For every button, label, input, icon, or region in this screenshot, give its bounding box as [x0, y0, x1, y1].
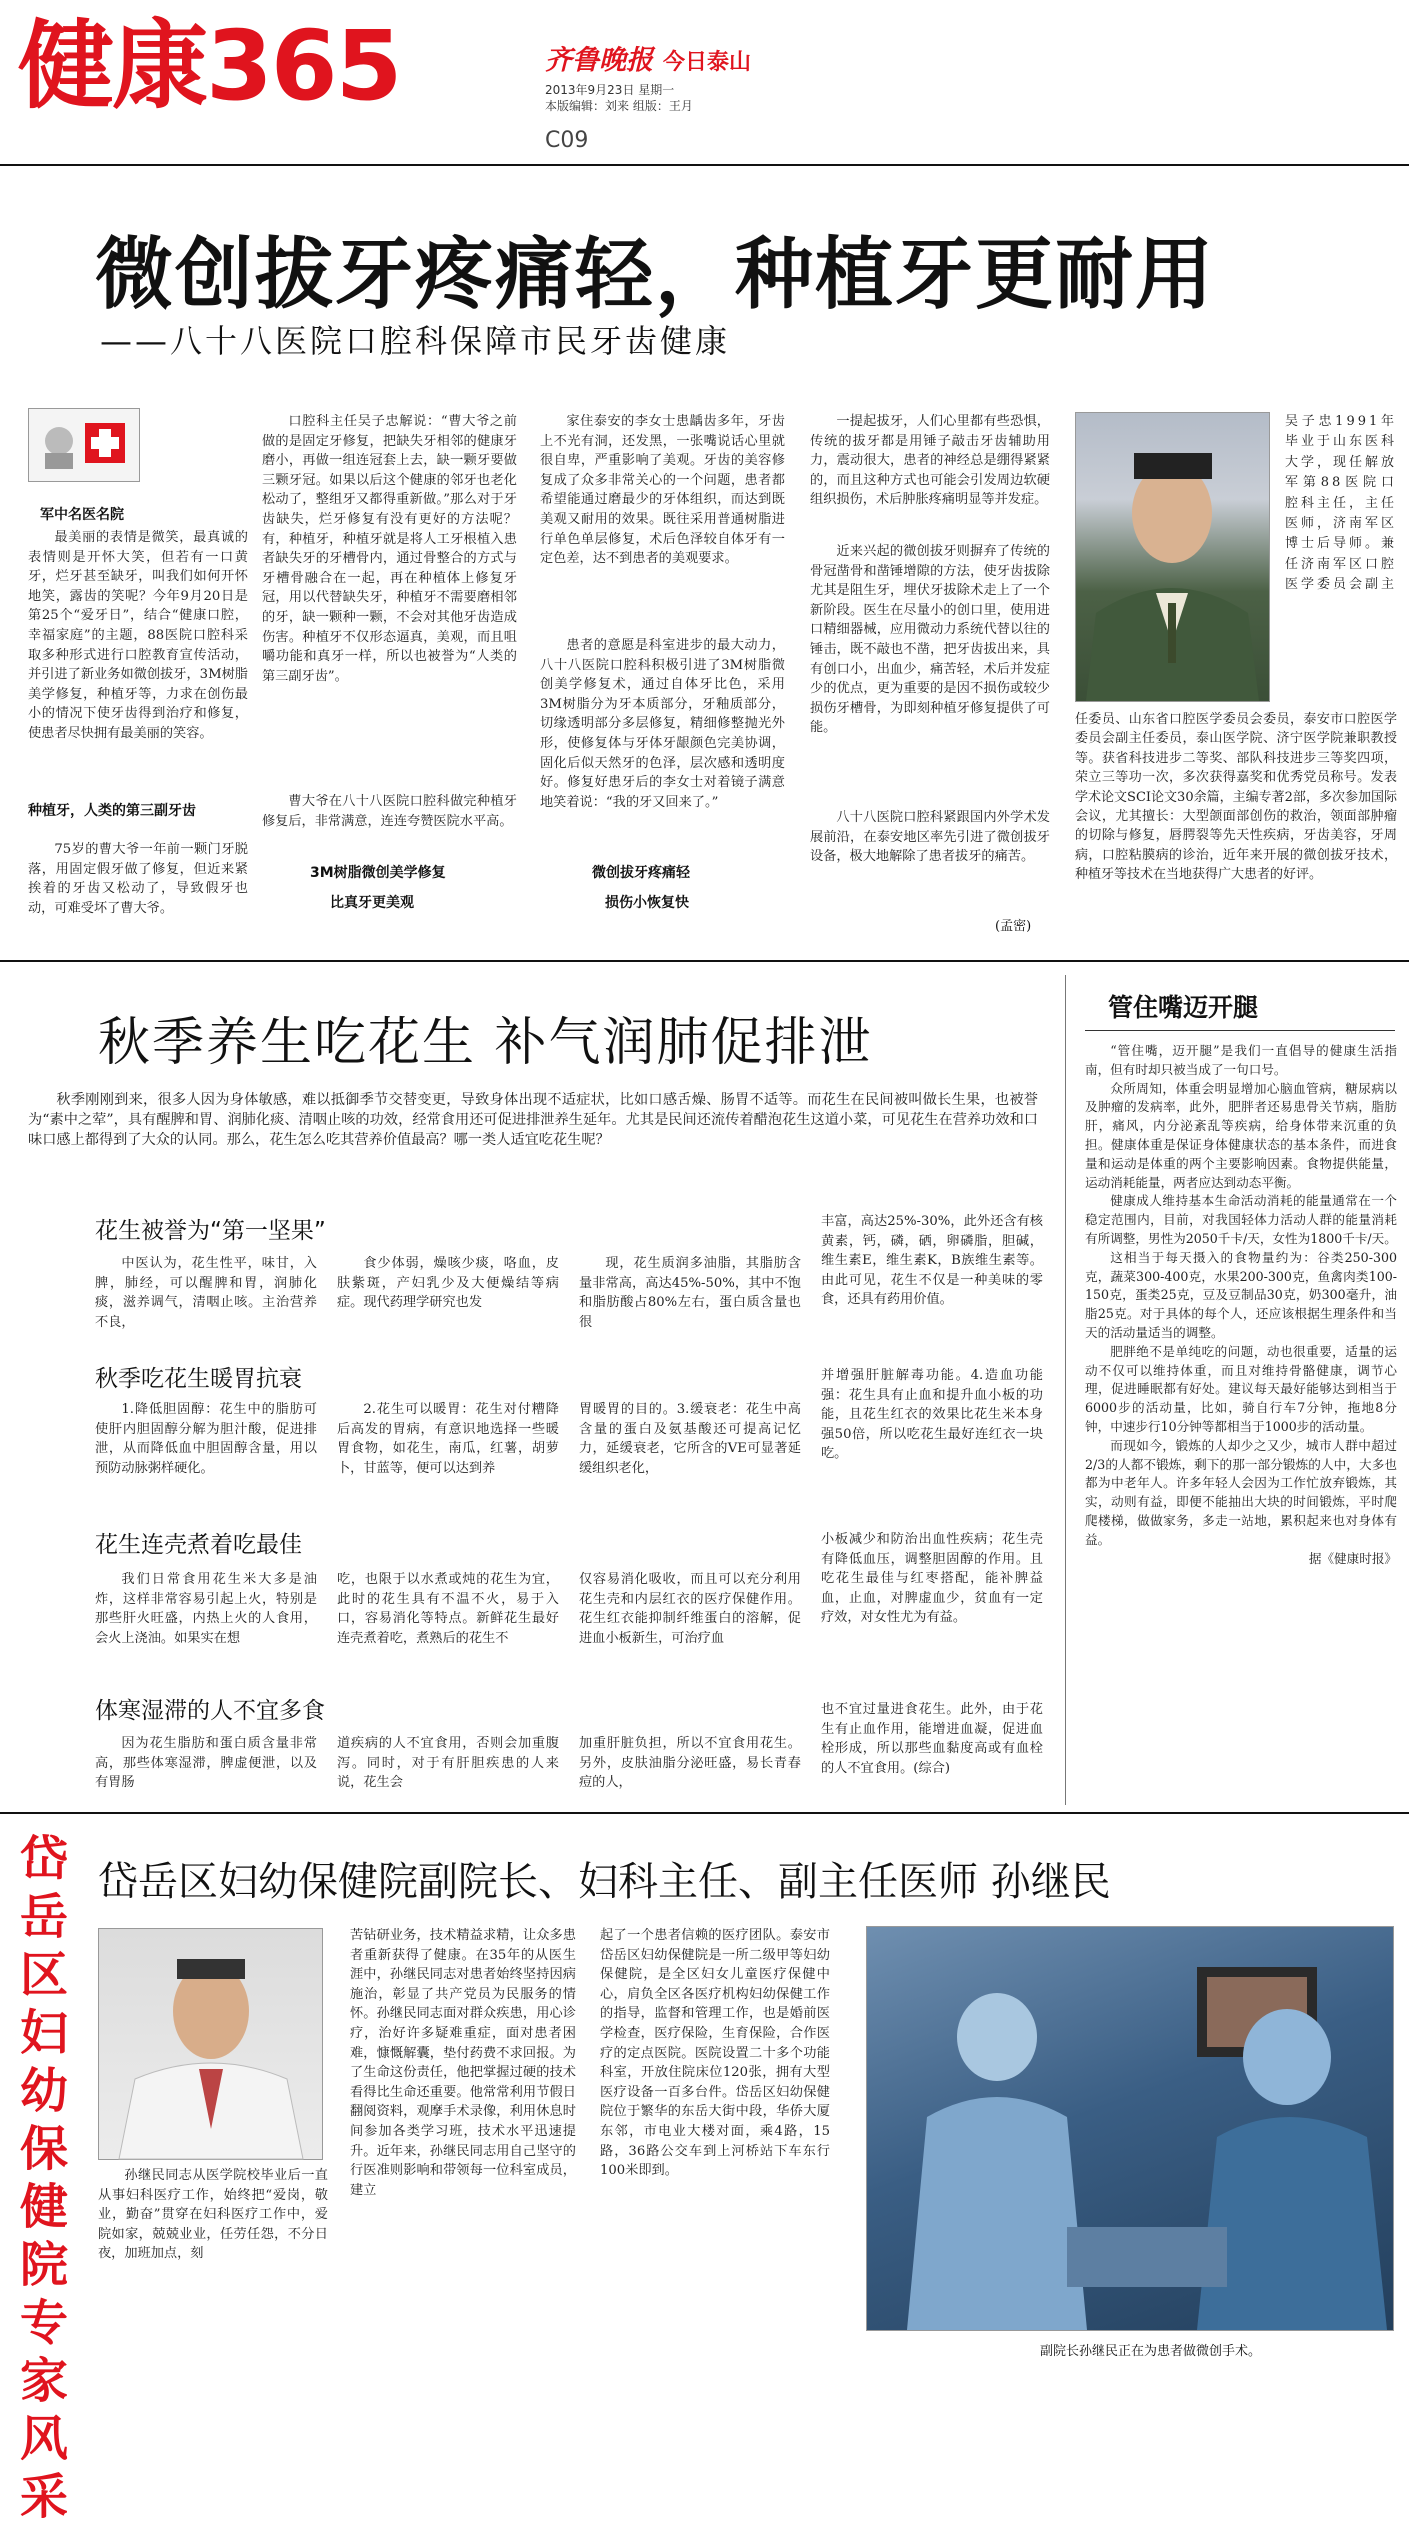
article1-byline: (孟密)	[995, 919, 1032, 934]
section-title: 健康365	[18, 10, 401, 122]
sidebar-divider	[1065, 975, 1066, 1805]
section2-col2: 2.花生可以暖胃：花生对付糟降后高发的胃病，有意识地选择一些暖胃食物，如花生，南瓜，红薯，胡萝卜，甘蓝等，便可以达到养	[337, 1402, 559, 1476]
section4-col3: 加重肝脏负担，所以不宜食用花生。另外，皮肤油脂分泌旺盛，易长青春痘的人，	[579, 1736, 801, 1791]
article1-col3: 家住泰安的李女士患龋齿多年，牙齿上不光有洞，还发黑，一张嘴说话心里就很自卑，严重影响了美观。牙齿的美容修复成了众多非常关心的一个问题，患者都希望能通过磨最少的牙体组织，而达到既美观又耐用的效果。既往采用普通树脂进行单色单层修复，术后色泽较自体牙有一定色差，达不到患者的美观要求。	[540, 414, 785, 567]
military-logo	[28, 408, 140, 482]
sidebar-rule	[1085, 1030, 1395, 1031]
article1-col2-sub2: 比真牙更美观	[330, 895, 414, 911]
surgery-photo-caption: 副院长孙继民正在为患者做微创手术。	[1040, 2344, 1262, 2359]
surgery-photo	[866, 1926, 1394, 2331]
editors: 本版编辑：刘来 组版：王月	[545, 99, 693, 113]
article1-col4c: 八十八医院口腔科紧跟国内外学术发展前沿，在泰安地区率先引进了微创拔牙设备，极大地解除了患者拔牙的痛苦。	[810, 810, 1050, 865]
paper-logo	[545, 38, 751, 77]
section1-col3: 现，花生质润多油脂，其脂肪含量非常高，高达45%-50%，其中不饱和脂肪酸占80%左右，蛋白质含量也很	[579, 1256, 801, 1330]
article1-subhead: ——八十八医院口腔科保障市民牙齿健康	[100, 322, 731, 360]
sun-portrait	[98, 1928, 323, 2160]
article1-headline: 微创拔牙疼痛轻，种植牙更耐用	[95, 230, 1216, 320]
section1-title: 花生被誉为“第一坚果”	[95, 1218, 326, 1244]
sidebar-source: 据《健康时报》	[1308, 1550, 1397, 1566]
page-number: C09	[545, 128, 589, 153]
section3-title: 花生连壳煮着吃最佳	[95, 1532, 302, 1558]
section1-col2: 食少体弱，燥咳少痰，咯血，皮肤紫斑，产妇乳少及大便燥结等病症。现代药理学研究也发	[337, 1256, 559, 1311]
vertical-label: 岱岳区妇幼保健院专家风采	[19, 1831, 68, 2525]
article1-col1-subhead: 种植牙，人类的第三副牙齿	[28, 803, 196, 819]
article1-col3b: 患者的意愿是科室进步的最大动力，八十八医院口腔科积极引进了3M树脂微创美学修复术，通过自体牙比色，采用3M树脂分为牙本质部分，牙釉质部分，切缘透明部分多层修复，精细修整抛光外形，使修复体与牙体牙龈颜色完美协调，固化后似天然牙的色泽，层次感和透明度好。修复好患牙后的李女士对着镜子满意地笑着说：“我的牙又回来了。”	[540, 638, 785, 810]
doctor-portrait	[1075, 412, 1270, 702]
issue-date: 2013年9月23日 星期一	[545, 83, 675, 97]
section1-col4: 丰富，高达25%-30%，此外还含有核黄素，钙，磷，硒，卵磷脂，胆碱，维生素E，维生素K，B族维生素等。由此可见，花生不仅是一种美味的零食，还具有药用价值。	[821, 1214, 1043, 1308]
section3-col4: 小板减少和防治出血性疾病；花生壳有降低血压，调整胆固醇的作用。且吃花生最佳与红枣搭配，能补脾益血，止血，对脾虚血少，贫血有一定疗效，对女性尤为有益。	[821, 1532, 1043, 1626]
section2-title: 秋季吃花生暖胃抗衰	[95, 1366, 302, 1392]
article1-col3-sub2: 损伤小恢复快	[605, 895, 689, 911]
article2-divider	[0, 1812, 1409, 1814]
section3-col2: 吃，也限于以水煮或炖的花生为宜，此时的花生具有不温不火，易于入口，容易消化等特点。新鲜花生最好连壳煮着吃，煮熟后的花生不	[337, 1572, 559, 1646]
masthead-divider	[0, 164, 1409, 166]
article1-col2-sub1: 3M树脂微创美学修复	[310, 865, 446, 881]
edition-name: 今日泰山	[663, 50, 752, 75]
issue-meta	[545, 82, 693, 114]
sidebar-body: “管住嘴，迈开腿”是我们一直倡导的健康生活指南，但有时却只被当成了一句口号。 众所周知，体重会明显增加心脑血管病，糖尿病以及肿瘤的发病率，此外，肥胖者还易患骨关节病，脂肪肝，痛风，内分泌紊乱等疾病，给身体带来沉重的负担。健康体重是保证身体健康状态的基本条件，而进食量和运动是体重的两个主要影响因素。食物提供能量，运动消耗能量，两者应达到动态平衡。 健康成人维持基本生命活动消耗的能量通常在一个稳定范围内，目前，对我国轻体力活动人群的能量消耗有所调整，男性为2050千卡/天，女性为1800千卡/天。 这相当于每天摄入的食物量约为：谷类250-300克，蔬菜300-400克，水果200-300克，鱼禽肉类100-150克，蛋类25克，豆及豆制品30克，奶300毫升，油脂25克。对于具体的每个人，还应该根据生理条件和当天的活动量适当的调整。 肥胖绝不是单纯吃的问题，动也很重要，适量的运动不仅可以维持体重，而且对维持骨骼健康，调节心理，促进睡眠都有好处。建议每天最好能够达到相当于6000步的活动量，比如，骑自行车7分钟，拖地8分钟，中速步行10分钟等都相当于1000步的活动量。 而现如今，锻炼的人却少之又少，城市人群中超过2/3的人都不锻炼，剩下的那一部分锻炼的人中，大多也都为中老年人。许多年轻人会因为工作忙放弃锻炼，其实，动则有益，即便不能抽出大块的时间锻炼，平时爬爬楼梯，做做家务，多走一站地，累积起来也对身体有益。 据《健康时报》	[1085, 1042, 1397, 1792]
section3-col1: 我们日常食用花生米大多是油炸，这样非常容易引起上火，特别是那些肝火旺盛，内热上火的人食用，会火上浇油。如果实在想	[95, 1572, 317, 1646]
red-cross-icon	[29, 409, 139, 481]
bio-intro: 吴子忠1991年毕业于山东医科大学，现任解放军第88医院口腔科主任，主任医师，济南军区博士后导师。兼任济南军区口腔医学委员会副主	[1285, 414, 1398, 593]
doctor-silhouette-icon	[1076, 413, 1269, 701]
article1-divider	[0, 960, 1409, 962]
article3-col1: 孙继民同志从医学院校毕业后一直从事妇科医疗工作，始终把“爱岗，敬业，勤奋”贯穿在妇科医疗工作中，爱院如家，兢兢业业，任劳任怨，不分日夜，加班加点，刻	[98, 2168, 328, 2262]
article3-headline: 岱岳区妇幼保健院副院长、妇科主任、副主任医师 孙继民	[98, 1859, 1111, 1905]
article1-col1: 最美丽的表情是微笑，最真诚的表情则是开怀大笑，但若有一口黄牙，烂牙甚至缺牙，叫我们如何开怀地笑，露齿的笑呢？今年9月20日是第25个“爱牙日”，结合“健康口腔，幸福家庭”的主题，88医院口腔科采取多种形式进行口腔教育宣传活动，并引进了新业务如微创拔牙，3M树脂美学修复，种植牙等，力求在创伤最小的情况下使牙齿得到治疗和修复，使患者尽快拥有最美丽的笑容。	[28, 530, 248, 741]
article3-col3: 起了一个患者信赖的医疗团队。泰安市岱岳区妇幼保健院是一所二级甲等妇幼保健院，是全区妇女儿童医疗保健中心，肩负全区各医疗机构妇幼保健工作的指导，监督和管理工作，也是婚前医学检查，医疗保险，生育保险，合作医疗的定点医院。医院设置二十多个功能科室，开放住院床位120张，拥有大型医疗设备一百多台件。岱岳区妇幼保健院位于繁华的东岳大街中段，华侨大厦东邻，市电业大楼对面，乘4路，15路，36路公交车到上河桥站下车东行100米即到。	[600, 1928, 830, 2179]
bio-rest: 任委员、山东省口腔医学委员会委员，泰安市口腔医学委员会副主任委员，泰山医学院、济宁医学院兼职教授等。获省科技进步二等奖、部队科技进步三等奖四项，荣立三等功一次，多次获得嘉奖和优秀党员称号。发表学术论文SCI论文30余篇，主编专著2部，多次参加国际会议，尤其擅长：大型颌面部创伤的救治，领面部肿瘤的切除与修复，唇腭裂等先天性疾病，牙齿美容，牙周病，口腔粘膜病的诊治，近年来开展的微创拔牙技术，种植牙等技术在当地获得广大患者的好评。	[1075, 712, 1397, 883]
section4-col1: 因为花生脂肪和蛋白质含量非常高，那些体寒湿滞，脾虚便泄，以及有胃肠	[95, 1736, 317, 1791]
article2-intro: 秋季刚刚到来，很多人因为身体敏感，难以抵御季节交替变更，导致身体出现不适症状，比如口感舌燥、肠胃不适等。而花生在民间被叫做长生果，也被誉为“素中之荤”，具有醒脾和胃、润肺化痰、清咽止咳的功效，经常食用还可促进排泄养生延年。尤其是民间还流传着醋泡花生这道小菜，可见花生在营养功效和口味口感上都得到了大众的认同。那么，花生怎么吃其营养价值最高？哪一类人适宜吃花生呢？	[28, 1092, 1038, 1148]
article1-col1b: 75岁的曹大爷一年前一颗门牙脱落，用固定假牙做了修复，但近来紧挨着的牙齿又松动了，导致假牙也动，可难受坏了曹大爷。	[28, 842, 248, 916]
section2-col3: 胃暖胃的目的。3.缓衰老：花生中高含量的蛋白及氨基酸还可提高记忆力，延缓衰老，它所含的VE可显著延缓组织老化，	[579, 1402, 801, 1476]
article2-headline: 秋季养生吃花生 补气润肺促排泄	[98, 1013, 873, 1073]
surgery-scene-icon	[867, 1927, 1393, 2330]
section2-col4: 并增强肝脏解毒功能。4.造血功能强：花生具有止血和提升血小板的功能，且花生红衣的效果比花生米本身强50倍，所以吃花生最好连红衣一块吃。	[821, 1368, 1043, 1462]
sidebar-headline: 管住嘴迈开腿	[1108, 993, 1259, 1022]
logo-label: 军中名医名院	[40, 507, 124, 523]
section2-col1: 1.降低胆固醇：花生中的脂肪可使肝内胆固醇分解为胆汁酸，促进排泄，从而降低血中胆固醇含量，用以预防动脉粥样硬化。	[95, 1402, 317, 1476]
section1-col1: 中医认为，花生性平，味甘，入脾，肺经，可以醒脾和胃，润肺化痰，滋养调气，清咽止咳。主治营养不良，	[95, 1256, 317, 1330]
paper-name: 齐鲁晚报	[545, 45, 653, 76]
article1-col2b: 曹大爷在八十八医院口腔科做完种植牙修复后，非常满意，连连夸赞医院水平高。	[262, 794, 517, 829]
section4-title: 体寒湿滞的人不宜多食	[95, 1698, 325, 1724]
article1-col3-sub1: 微创拔牙疼痛轻	[592, 865, 690, 881]
article1-col2: 口腔科主任吴子忠解说：“曹大爷之前做的是固定牙修复，把缺失牙相邻的健康牙磨小，再做一组连冠套上去，缺一颗牙要做三颗牙冠。如果以后这个健康的邻牙也老化松动了，整组牙又都得重新做。”那么对于牙齿缺失，烂牙修复有没有更好的方法呢？有，种植牙，种植牙就是将人工牙根植入患者缺失牙的牙槽骨内，通过骨整合的方式与牙槽骨融合在一起，再在种植体上修复牙冠，用以代替缺失牙，种植牙不需要磨相邻的牙，缺一颗种一颗，不会对其他牙齿造成伤害。种植牙不仅形态逼真，美观，而且咀嚼功能和真牙一样，所以也被誉为“人类的第三副牙齿”。	[262, 414, 517, 684]
section4-col2: 道疾病的人不宜食用，否则会加重腹泻。同时，对于有肝胆疾患的人来说，花生会	[337, 1736, 559, 1791]
section4-col4: 也不宜过量进食花生。此外，由于花生有止血作用，能增进血凝，促进血栓形成，所以那些血黏度高或有血栓的人不宜食用。(综合)	[821, 1702, 1043, 1776]
article1-col4: 一提起拔牙，人们心里都有些恐惧，传统的拔牙都是用锤子敲击牙齿辅助用力，震动很大，患者的神经总是绷得紧紧的，而且这种方式也可能会引发周边软硬组织损伤，术后肿胀疼痛明显等并发症。	[810, 414, 1050, 508]
article3-col2: 苦钻研业务，技术精益求精，让众多患者重新获得了健康。在35年的从医生涯中，孙继民同志对患者始终坚持因病施治，彰显了共产党员为民服务的情怀。孙继民同志面对群众疾患，用心诊疗，治好许多疑难重症，面对患者困难，慷慨解囊，垫付药费不求回报。为了生命这份责任，他把掌握过硬的技术看得比生命还重要。他常常利用节假日翻阅资料，观摩手术录像，利用休息时间参加各类学习班，技术水平迅速提升。近年来，孙继民同志用自己坚守的行医准则影响和带领每一位科室成员，建立	[350, 1928, 576, 2198]
section3-col3: 仅容易消化吸收，而且可以充分利用花生壳和内层红衣的医疗保健作用。花生红衣能抑制纤维蛋白的溶解，促进血小板新生，可治疗血	[579, 1572, 801, 1646]
doctor-silhouette-icon	[99, 1929, 322, 2159]
article1-col4b: 近来兴起的微创拔牙则摒弃了传统的骨冠凿骨和凿锤增隙的方法，使牙齿拔除尤其是阻生牙，埋伏牙拔除术走上了一个新阶段。医生在尽量小的创口里，使用进口精细器械，应用微动力系统代替以往的锤击，既不敲也不凿，把牙齿拔出来，具有创口小，出血少，痛苦轻，术后并发症少的优点，更为重要的是因不损伤或较少损伤牙槽骨，为即刻种植牙修复提供了可能。	[810, 544, 1050, 736]
